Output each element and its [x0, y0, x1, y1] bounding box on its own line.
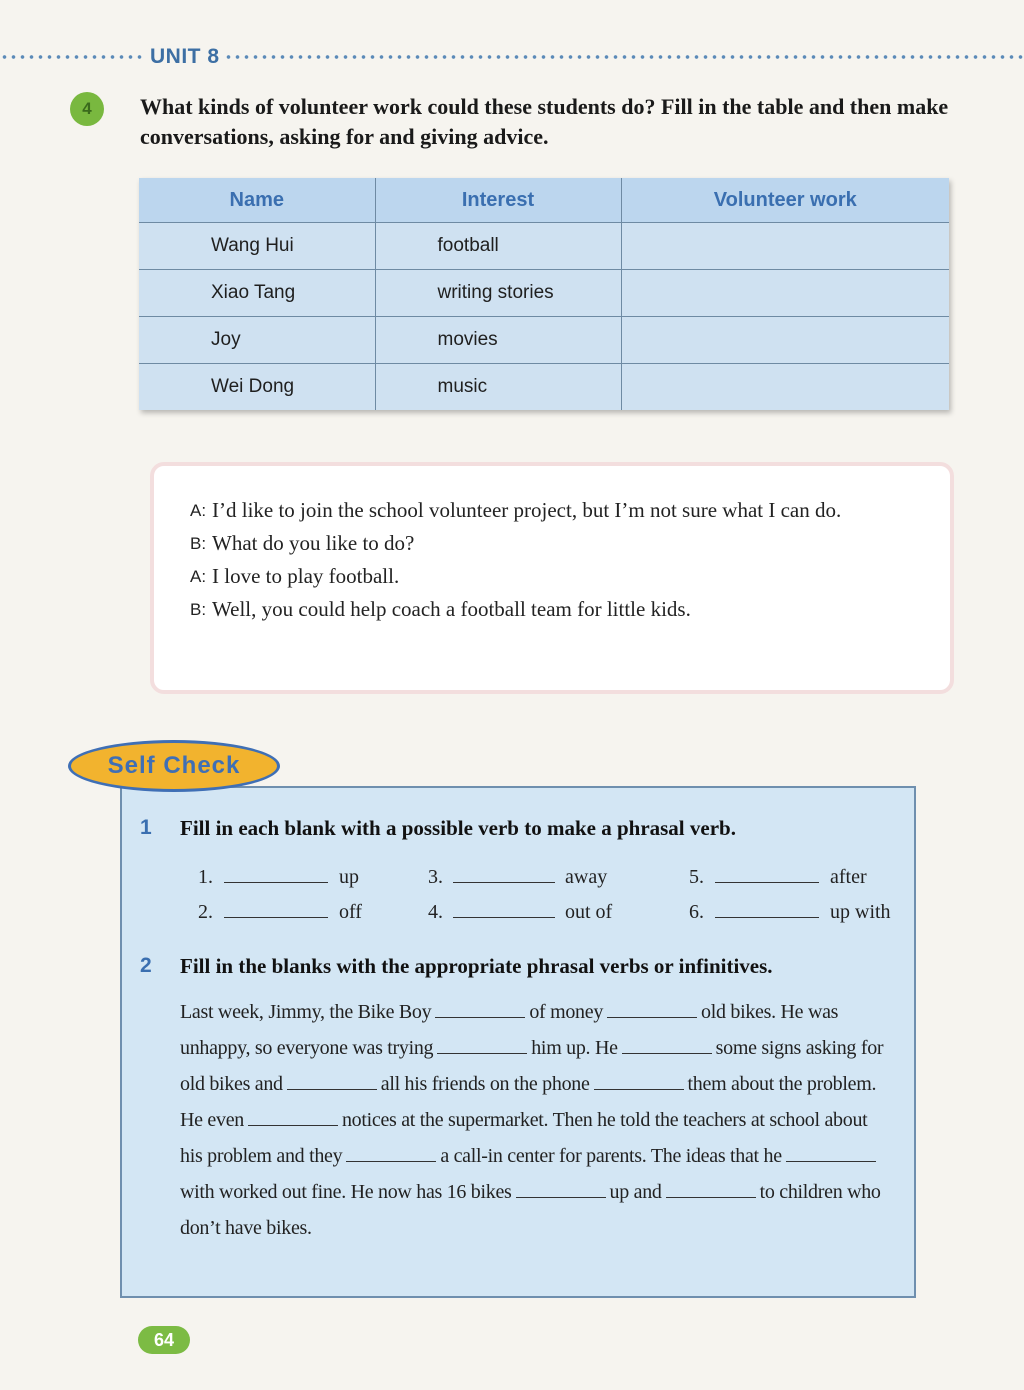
cell-interest: music — [375, 364, 621, 411]
item-particle: out of — [565, 901, 613, 923]
cell-volunteer-work[interactable] — [621, 317, 949, 364]
answer-blank[interactable] — [453, 864, 555, 883]
cloze-text: a call-in center for parents. The ideas that he — [440, 1145, 782, 1167]
dialogue-text: I love to play football. — [212, 564, 400, 588]
answer-blank[interactable] — [224, 899, 328, 918]
self-check-badge: Self Check — [68, 740, 280, 792]
dialogue-line — [190, 494, 920, 527]
column-header-name: Name — [139, 178, 375, 223]
answer-blank[interactable] — [786, 1143, 876, 1162]
answer-blank[interactable] — [516, 1179, 606, 1198]
answer-blank[interactable] — [594, 1071, 684, 1090]
dialogue-line — [190, 560, 920, 593]
cloze-text: him up. He — [531, 1037, 618, 1059]
question-1-instruction: Fill in each blank with a possible verb to make a phrasal verb. — [180, 816, 736, 840]
exercise-number-badge: 4 — [70, 92, 104, 126]
cell-volunteer-work[interactable] — [621, 270, 949, 317]
answer-blank[interactable] — [437, 1035, 527, 1054]
answer-blank[interactable] — [715, 899, 819, 918]
answer-blank[interactable] — [435, 999, 525, 1018]
cloze-text: them about the problem. He even — [180, 1073, 877, 1131]
cloze-text: all his friends on the phone — [380, 1073, 590, 1095]
cloze-text: to children who don’t have bikes. — [180, 1181, 881, 1239]
question-1-number: 1 — [140, 816, 152, 839]
item-number: 1. — [198, 866, 213, 888]
answer-blank[interactable] — [224, 864, 328, 883]
table-row — [139, 317, 949, 364]
dotted-rule-right — [224, 55, 1024, 59]
cloze-text: old bikes. He was unhappy, so everyone was trying — [180, 1001, 839, 1059]
cloze-text: with worked out fine. He now has 16 bikes — [180, 1181, 512, 1203]
item-number: 5. — [689, 866, 704, 888]
cell-name: Wei Dong — [139, 364, 375, 411]
cell-interest: writing stories — [375, 270, 621, 317]
phrasal-item-3 — [428, 864, 607, 889]
item-number: 4. — [428, 901, 443, 923]
speaker-label: B: — [190, 534, 207, 553]
sample-dialogue — [190, 494, 920, 626]
item-particle: up with — [830, 901, 891, 923]
volunteer-table — [139, 178, 949, 410]
speaker-label: A: — [190, 567, 207, 586]
answer-blank[interactable] — [346, 1143, 436, 1162]
speaker-label: A: — [190, 501, 207, 520]
speaker-label: B: — [190, 600, 207, 619]
table-row — [139, 270, 949, 317]
unit-header — [0, 44, 1024, 70]
cloze-paragraph — [180, 994, 892, 1246]
item-number: 6. — [689, 901, 704, 923]
item-particle: away — [565, 866, 608, 888]
cloze-text: Last week, Jimmy, the Bike Boy — [180, 1001, 432, 1023]
phrasal-item-4 — [428, 899, 612, 924]
item-number: 3. — [428, 866, 443, 888]
cloze-text: of money — [529, 1001, 604, 1023]
dialogue-text: What do you like to do? — [212, 531, 415, 555]
column-header-volunteer-work: Volunteer work — [621, 178, 949, 223]
table-row — [139, 223, 949, 270]
answer-blank[interactable] — [715, 864, 819, 883]
item-number: 2. — [198, 901, 213, 923]
phrasal-item-1 — [198, 864, 359, 889]
column-header-interest: Interest — [375, 178, 621, 223]
dialogue-text: I’d like to join the school volunteer project, but I’m not sure what I can do. — [212, 498, 842, 522]
item-particle: up — [339, 866, 359, 888]
cloze-text: notices at the supermarket. Then he told the teachers at school about his problem and they — [180, 1109, 868, 1167]
question-2-instruction: Fill in the blanks with the appropriate phrasal verbs or infinitives. — [180, 954, 773, 978]
table-row — [139, 364, 949, 411]
dialogue-line — [190, 593, 920, 626]
table-header-row — [139, 178, 949, 223]
item-particle: off — [339, 901, 362, 923]
dialogue-line — [190, 527, 920, 560]
dotted-rule-left — [0, 55, 146, 59]
question-2-number: 2 — [140, 954, 152, 977]
dialogue-text: Well, you could help coach a football team for little kids. — [212, 597, 691, 621]
cloze-text: up and — [609, 1181, 662, 1203]
answer-blank[interactable] — [622, 1035, 712, 1054]
unit-label: UNIT 8 — [150, 45, 220, 68]
page-number: 64 — [138, 1326, 190, 1354]
answer-blank[interactable] — [666, 1179, 756, 1198]
answer-blank[interactable] — [453, 899, 555, 918]
answer-blank[interactable] — [287, 1071, 377, 1090]
cloze-text: some signs asking for old bikes and — [180, 1037, 884, 1095]
cell-interest: movies — [375, 317, 621, 364]
cell-name: Joy — [139, 317, 375, 364]
phrasal-item-2 — [198, 899, 362, 924]
exercise-instruction: What kinds of volunteer work could these students do? Fill in the table and then make conversations, asking for and giving advice. — [140, 94, 949, 149]
item-particle: after — [830, 866, 867, 888]
cell-volunteer-work[interactable] — [621, 364, 949, 411]
cell-name: Wang Hui — [139, 223, 375, 270]
phrasal-item-5 — [689, 864, 867, 889]
answer-blank[interactable] — [248, 1107, 338, 1126]
cell-volunteer-work[interactable] — [621, 223, 949, 270]
phrasal-item-6 — [689, 899, 891, 924]
cell-interest: football — [375, 223, 621, 270]
cell-name: Xiao Tang — [139, 270, 375, 317]
answer-blank[interactable] — [607, 999, 697, 1018]
